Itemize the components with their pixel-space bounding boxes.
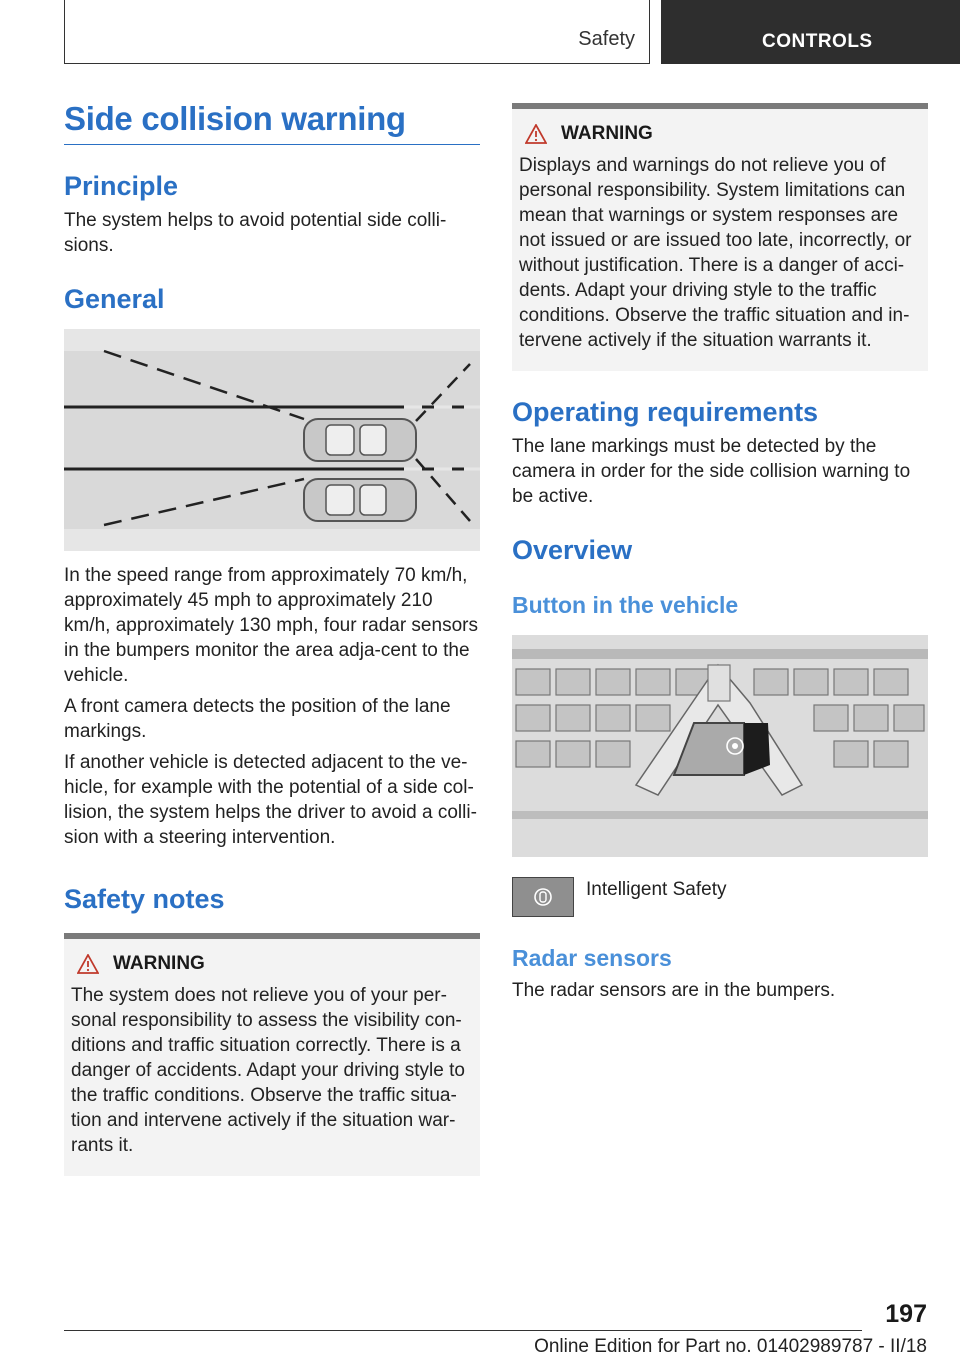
- warning-text: Displays and warnings do not relieve you of personal responsibility. System limitations can mean that warnings or system responses are not issued or are issued too late, incorrectly, or without justification. There is a danger of acci-dents. Adapt your driving style to the traffic conditions. Observe the traffic situation and in-tervene actively if the situation warrants it.: [519, 155, 912, 351]
- header-chapter-label: CONTROLS: [762, 31, 873, 52]
- warning-text: The system does not relieve you of your per-sonal responsibility to assess the visibility con-ditions and traffic situation correctly. There is a danger of accidents. Adapt your driving style to the traffic conditions. Observe the traffic situa-tion and intervene actively if the situation war-rants it.: [71, 985, 465, 1156]
- warning-triangle-icon: [77, 954, 99, 974]
- lane-diagram: [64, 329, 480, 551]
- warning-triangle-icon: [525, 124, 547, 144]
- warning-label: WARNING: [113, 953, 205, 974]
- vehicle-button-photo: [512, 635, 928, 857]
- operating-requirements-text: The lane markings must be detected by the camera in order for the side collision warning to be active.: [512, 436, 911, 507]
- header-chapter-tab: [661, 0, 960, 64]
- radar-sensors-text: The radar sensors are in the bumpers.: [512, 980, 836, 1001]
- principle-text: The system helps to avoid potential side colli-sions.: [64, 210, 447, 256]
- button-caption-row: [512, 877, 928, 917]
- general-paragraph-2: A front camera detects the position of the lane markings.: [64, 696, 451, 742]
- edition-note: Online Edition for Part no. 01402989787 - II/18: [534, 1336, 927, 1357]
- display-warning-box: [512, 103, 928, 371]
- safety-warning-box: [64, 933, 480, 1176]
- operating-requirements-heading: Operating requirements: [512, 397, 819, 427]
- intelligent-safety-button-icon: [512, 877, 574, 917]
- warning-label: WARNING: [561, 123, 653, 144]
- general-paragraph-3: If another vehicle is detected adjacent to the ve-hicle, for example with the potential of a side col-lision, the system helps the driver to avoid a colli-sion with a steering intervention.: [64, 752, 477, 848]
- principle-heading: Principle: [64, 171, 179, 201]
- left-column: [64, 100, 480, 1176]
- radar-sensors-heading: Radar sensors: [512, 945, 672, 971]
- overview-heading: Overview: [512, 535, 633, 565]
- general-paragraph-1: In the speed range from approximately 70 km/h, approximately 45 mph to approximately 210 km/h, approximately 130 mph, four radar sensors in the bumpers monitor the area adja-cent to the vehicle.: [64, 565, 478, 686]
- right-column: [512, 100, 928, 1003]
- page-title: Side collision warning: [64, 100, 480, 145]
- button-caption: Intelligent Safety: [586, 879, 727, 900]
- header-frame: [64, 0, 650, 64]
- car-lower-icon: [304, 479, 416, 521]
- page-number: 197: [885, 1300, 927, 1328]
- warning-header: [525, 123, 920, 145]
- safety-notes-heading: Safety notes: [64, 884, 225, 914]
- vehicle-button-figure: [512, 635, 928, 857]
- warning-header: [77, 953, 472, 975]
- lane-diagram-figure: [64, 329, 480, 551]
- button-in-vehicle-heading: Button in the vehicle: [512, 592, 739, 618]
- footer-divider: [64, 1330, 862, 1331]
- car-upper-icon: [304, 419, 416, 461]
- header-section-title: Safety: [578, 28, 635, 50]
- general-heading: General: [64, 284, 165, 314]
